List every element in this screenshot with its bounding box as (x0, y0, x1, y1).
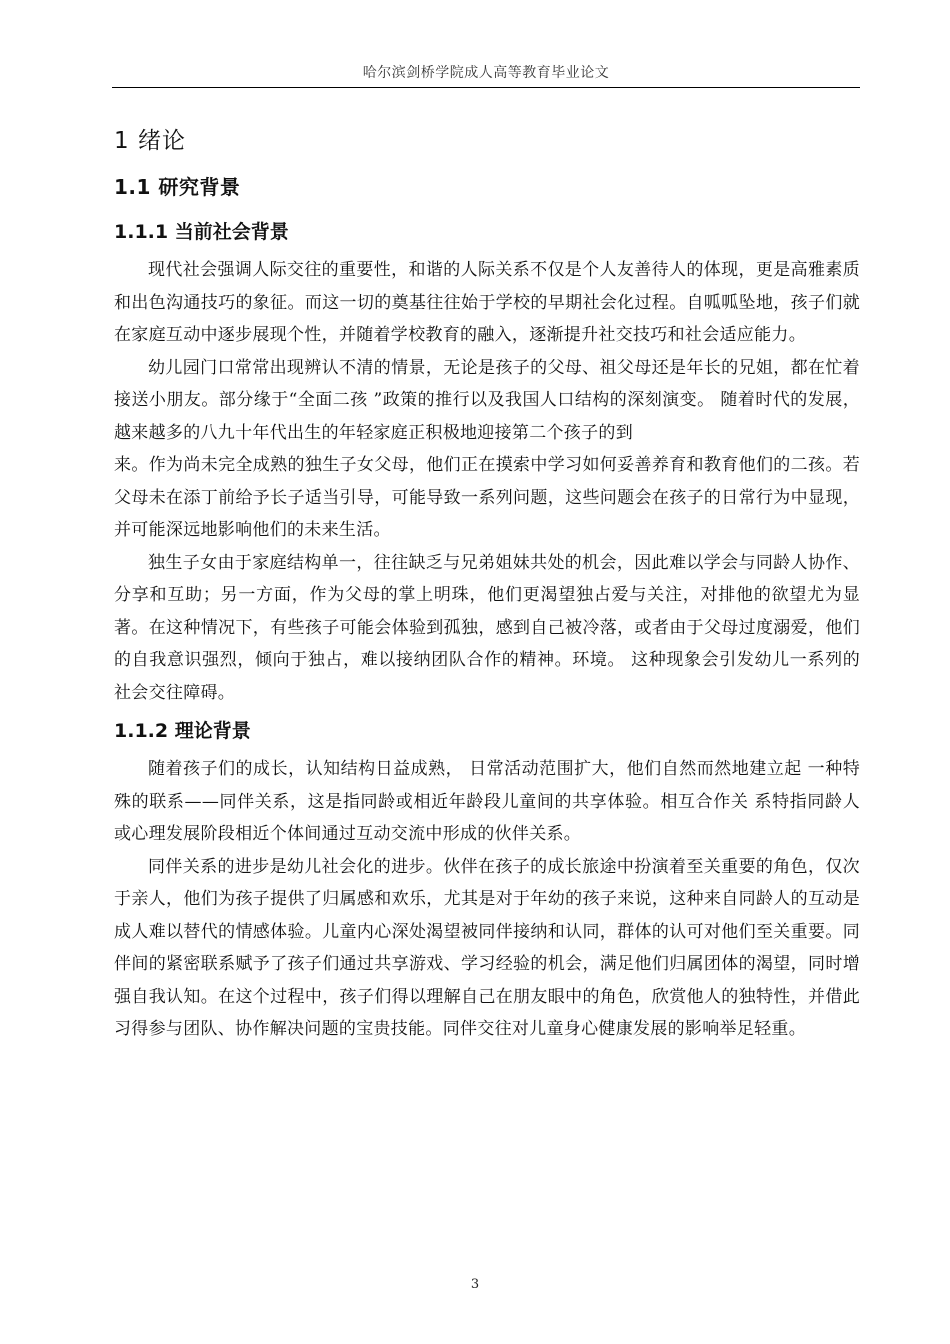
chapter-title: 1 绪论 (114, 128, 186, 154)
section-title: 1.1 研究背景 (114, 175, 241, 199)
paragraph-continuation: 来。作为尚未完全成熟的独生子女父母，他们正在摸索中学习如何妥善养育和教育他们的二孩。若父母未在添丁前给予长子适当引导，可能导致一系列问题，这些问题会在孩子的日常行为中显现，并可能深远地影响他们的未来生活。 (114, 455, 860, 540)
paragraph: 幼儿园门口常常出现辨认不清的情景，无论是孩子的父母、祖父母还是年长的兄姐，都在忙着接送小朋友。部分缘于“全面二孩 ”政策的推行以及我国人口结构的深刻演变。 随着时代的发展，越来越多的八九十年代出生的年轻家庭正积极地迎接第二个孩子的到 (114, 357, 860, 443)
paragraph: 独生子女由于家庭结构单一，往往缺乏与兄弟姐妹共处的机会，因此难以学会与同龄人协作、分享和互助；另一方面，作为父母的掌上明珠，他们更渴望独占爱与关注，对排他的欲望尤为显著。在这种情况下，有些孩子可能会体验到孤独，感到自己被冷落，或者由于父母过度溺爱，他们的自我意识强烈，倾向于独占，难以接纳团队合作的精神。环境。 这种现象会引发幼儿一系列的社会交往障碍。 (114, 552, 860, 703)
subsection-title-social: 1.1.1 当前社会背景 (114, 221, 289, 243)
paragraph: 现代社会强调人际交往的重要性，和谐的人际关系不仅是个人友善待人的体现，更是高雅素质和出色沟通技巧的象征。而这一切的奠基往往始于学校的早期社会化过程。自呱呱坠地，孩子们就在家庭互动中逐步展现个性，并随着学校教育的融入，逐渐提升社交技巧和社会适应能力。 (114, 260, 860, 345)
body-content (114, 118, 860, 1046)
subsection-title-theory: 1.1.2 理论背景 (114, 720, 251, 742)
paragraph: 同伴关系的进步是幼儿社会化的进步。伙伴在孩子的成长旅途中扮演着至关重要的角色，仅次于亲人，他们为孩子提供了归属感和欢乐，尤其是对于年幼的孩子来说，这种来自同龄人的互动是成人难以替代的情感体验。儿童内心深处渴望被同伴接纳和认同，群体的认可对他们至关重要。同伴间的紧密联系赋予了孩子们通过共享游戏、学习经验的机会，满足他们归属团体的渴望，同时增强自我认知。在这个过程中，孩子们得以理解自己在朋友眼中的角色，欣赏他人的独特性，并借此习得参与团队、协作解决问题的宝贵技能。同伴交往对儿童身心健康发展的影响举足轻重。 (114, 856, 860, 1039)
header-rule (112, 87, 860, 88)
page-number: 3 (470, 1277, 480, 1292)
running-header: 哈尔滨剑桥学院成人高等教育毕业论文 (362, 65, 610, 81)
paragraph: 随着孩子们的成长，认知结构日益成熟， 日常活动范围扩大，他们自然而然地建立起 一种特殊的联系——同伴关系，这是指同龄或相近年龄段儿童间的共享体验。相互合作关 系特指同龄人或心理发展阶段相近个体间通过互动交流中形成的伙伴关系。 (114, 759, 860, 844)
